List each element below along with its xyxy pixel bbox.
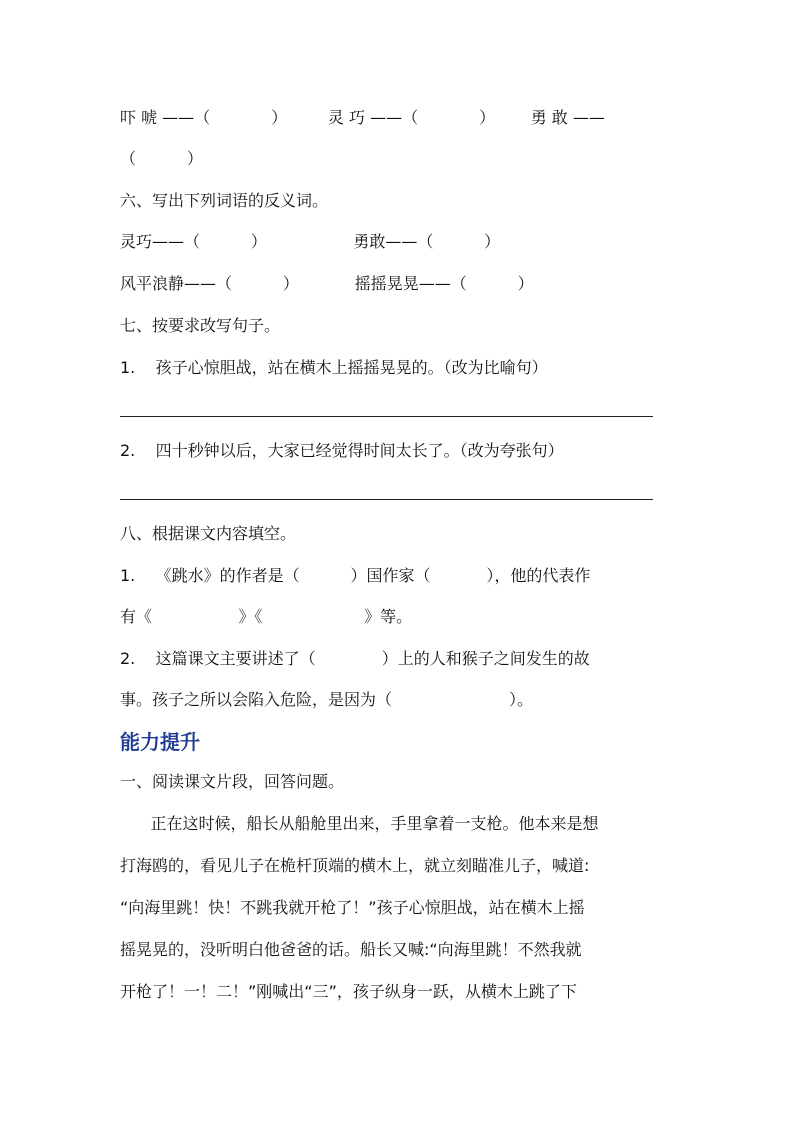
passage-line-4: 摇晃晃的，没听明白他爸爸的话。船长又喊:“向海里跳！不然我就: [120, 940, 582, 959]
answer-line-2[interactable]: [120, 499, 653, 500]
passage-line-2: 打海鸥的，看见儿子在桅杆顶端的横木上，就立刻瞄准儿子，喊道:: [120, 856, 590, 875]
passage-line-5: 开枪了！一！二！”刚喊出“三”，孩子纵身一跃，从横木上跳了下: [120, 982, 577, 1001]
antonym-prev-line-2: （ ）: [120, 149, 203, 168]
section-8-question-2-line-2: 事。孩子之所以会陷入危险，是因为（ ）。: [120, 690, 533, 709]
passage-line-1: 正在这时候，船长从船舱里出来，手里拿着一支枪。他本来是想: [120, 814, 599, 833]
passage-line-3: “向海里跳！快！不跳我就开枪了！”孩子心惊胆战，站在横木上摇: [120, 898, 585, 917]
section-6-row-2: 风平浪静——（ ） 摇摇晃晃——（ ）: [120, 274, 534, 293]
section-8-title: 八、根据课文内容填空。: [120, 524, 297, 543]
section-6-row-1: 灵巧——（ ） 勇敢——（ ）: [120, 232, 501, 251]
section-8-question-1-line-2: 有《 》《 》等。: [120, 607, 413, 626]
section-8-question-2-line-1: 2. 这篇课文主要讲述了（ ）上的人和猴子之间发生的故: [120, 649, 590, 668]
section-7-title: 七、按要求改写句子。: [120, 316, 281, 335]
reading-question-title: 一、阅读课文片段，回答问题。: [120, 772, 345, 791]
answer-line-1[interactable]: [120, 416, 653, 417]
section-7-question-2: 2. 四十秒钟以后，大家已经觉得时间太长了。（改为夸张句）: [120, 441, 564, 460]
ability-heading: 能力提升: [120, 730, 200, 754]
antonym-prev-line-1: 吓 唬 ——（ ） 灵 巧 ——（ ） 勇 敢 ——: [120, 108, 605, 127]
section-6-title: 六、写出下列词语的反义词。: [120, 191, 329, 210]
section-8-question-1-line-1: 1. 《跳水》的作者是（ ）国作家（ ），他的代表作: [120, 566, 591, 585]
section-7-question-1: 1. 孩子心惊胆战，站在横木上摇摇晃晃的。（改为比喻句）: [120, 358, 548, 377]
